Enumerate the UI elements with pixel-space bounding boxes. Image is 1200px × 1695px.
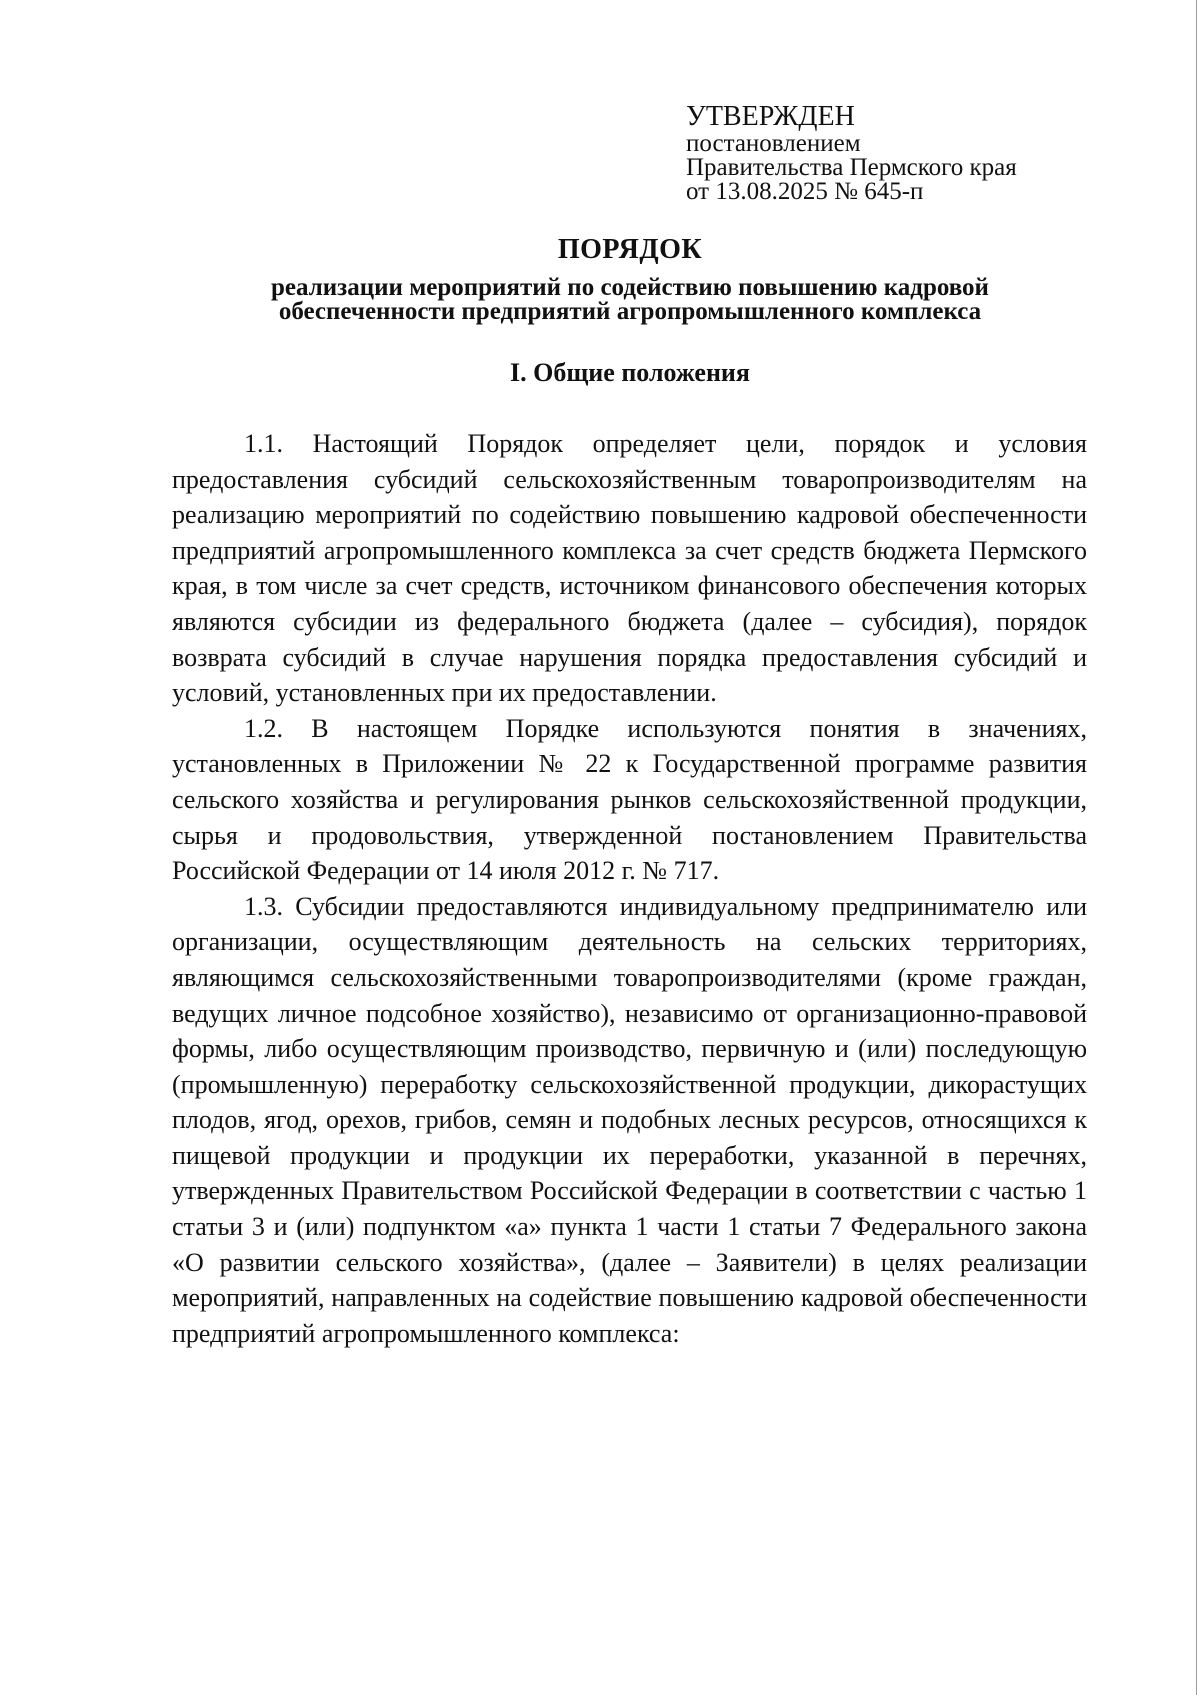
paragraph-1-2: 1.2. В настоящем Порядке используются понятия в значениях, установленных в Приложении № 22 к Государственной программе развития сельского хозяйства и регулирования рынков сельскохозяйственной продукции, сырья и продовольствия, утвержденной постановлением Правительства Российской Федерации от 14 июля 2012 г. № 717. <box>172 713 1087 886</box>
document-subtitle <box>0 276 1200 324</box>
approval-by: постановлением <box>686 130 861 157</box>
section-heading: I. Общие положения <box>510 358 750 387</box>
paragraph-1-3: 1.3. Субсидии предоставляются индивидуальному предпринимателю или организации, осуществляющим деятельность на сельских территориях, являющимся сельскохозяйственными товаропроизводителями (кроме граждан, ведущих личное подсобное хозяйство), независимо от организационно-правовой формы, либо осуществляющим производство, первичную и (или) последующую (промышленную) переработку сельскохозяйственной продукции, дикорастущих плодов, ягод, орехов, грибов, семян и подобных лесных ресурсов, относящихся к пищевой продукции и продукции их переработки, указанной в перечнях, утвержденных Правительством Российской Федерации в соответствии с частью 1 статьи 3 и (или) подпунктом «а» пункта 1 части 1 статьи 7 Федерального закона «О развитии сельского хозяйства», (далее – Заявители) в целях реализации мероприятий, направленных на содействие повышению кадровой обеспеченности предприятий агропромышленного комплекса: <box>172 891 1087 1348</box>
subtitle-line-2: обеспеченности предприятий агропромышленного комплекса <box>278 298 982 325</box>
approval-status: УТВЕРЖДЕН <box>686 101 855 132</box>
approval-authority: Правительства Пермского края <box>686 154 1017 181</box>
subtitle-line-1: реализации мероприятий по содействию повышению кадровой <box>271 274 989 301</box>
document-title: ПОРЯДОК <box>557 234 703 265</box>
approval-date-number: от 13.08.2025 № 645-п <box>686 178 924 205</box>
document-body <box>172 426 1087 1351</box>
paragraph-1-1: 1.1. Настоящий Порядок определяет цели, порядок и условия предоставления субсидий сельскохозяйственным товаропроизводителям на реализацию мероприятий по содействию повышению кадровой обеспеченности предприятий агропромышленного комплекса за счет средств бюджета Пермского края, в том числе за счет средств, источником финансового обеспечения которых являются субсидии из федерального бюджета (далее – субсидия), порядок возврата субсидий в случае нарушения порядка предоставления субсидий и условий, установленных при их предоставлении. <box>172 429 1087 708</box>
approval-stamp-block <box>686 102 1106 204</box>
